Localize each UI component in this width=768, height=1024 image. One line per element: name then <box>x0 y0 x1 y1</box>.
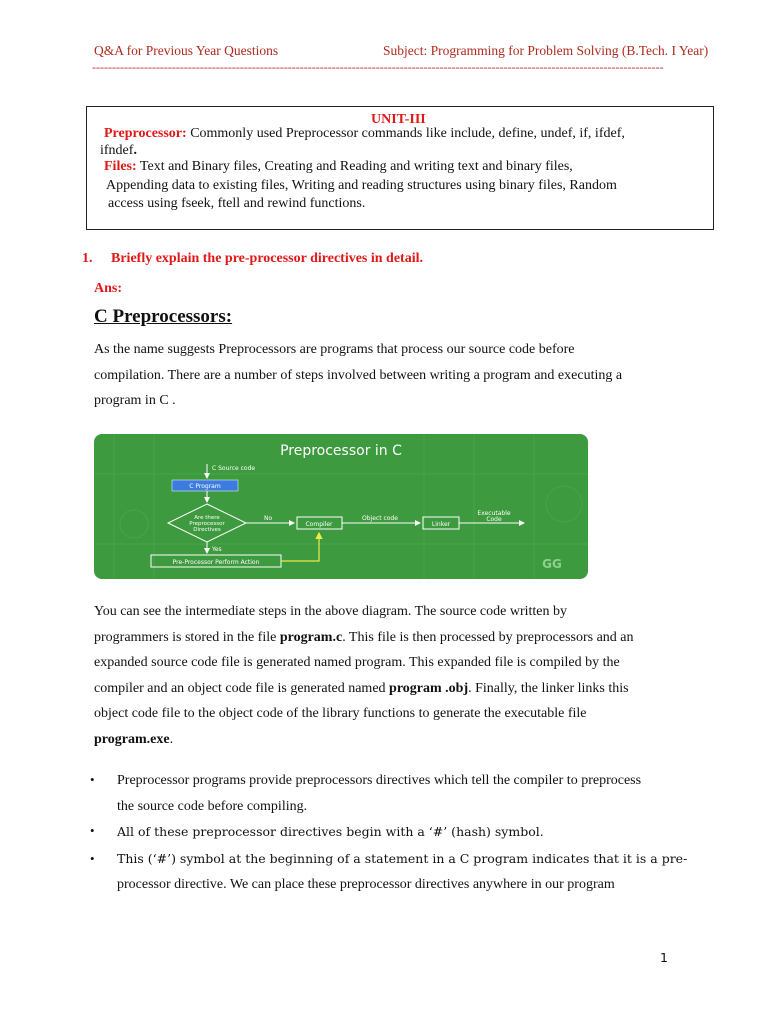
para2-line-5: object code file to the object code of the library functions to generate the executable file <box>94 706 587 721</box>
executable-line-2: Code <box>486 516 502 523</box>
page-number: 1 <box>660 950 668 965</box>
source-code-label: C Source code <box>212 465 256 472</box>
files-text: Text and Binary files, Creating and Reading and writing text and binary files, <box>136 159 573 174</box>
header-left: Q&A for Previous Year Questions <box>94 43 279 58</box>
bullet-2-line-1: All of these preprocessor directives begin with a ‘#’ (hash) symbol. <box>117 824 544 839</box>
decision-line-2: Preprocessor <box>189 521 225 527</box>
para2-line-1: You can see the intermediate steps in the above diagram. The source code written by <box>94 604 568 619</box>
bullet-marker: • <box>90 823 95 838</box>
preprocessor-topics <box>104 124 704 143</box>
yes-label: Yes <box>212 546 222 553</box>
para2-line-2: programmers is stored in the file program.c. This file is then processed by preprocessors and an <box>94 630 634 645</box>
bullet-3-line-1: This (‘#’) symbol at the beginning of a statement in a C program indicates that it is a pre- <box>117 851 688 866</box>
unit-title: UNIT-III <box>371 112 426 127</box>
intro-line-1: As the name suggests Preprocessors are programs that process our source code before <box>94 342 575 357</box>
files-topics <box>104 157 704 176</box>
question-number: 1. <box>82 251 93 266</box>
intro-line-3: program in C . <box>94 393 176 408</box>
bullet-1-line-1: Preprocessor programs provide preprocessors directives which tell the compiler to preprocess <box>117 773 642 788</box>
gfg-logo: GG <box>542 557 562 571</box>
preprocessor-text: Commonly used Preprocessor commands like include, define, undef, if, ifdef, <box>186 126 625 141</box>
decision-line-1: Are there <box>194 515 220 521</box>
action-label: Pre-Processor Perform Action <box>172 559 260 566</box>
files-line-3: access using fseek, ftell and rewind functions. <box>108 196 366 211</box>
linker-label: Linker <box>431 521 451 528</box>
compiler-label: Compiler <box>305 521 333 528</box>
para2-line-4: compiler and an object code file is generated named program .obj. Finally, the linker links this <box>94 681 629 696</box>
c-program-label: C Program <box>189 483 221 490</box>
bullet-3-line-2: processor directive. We can place these preprocessor directives anywhere in our program <box>117 877 615 892</box>
files-line-2: Appending data to existing files, Writing and reading structures using binary files, Random <box>106 178 617 193</box>
decision-line-3: Directives <box>193 527 221 533</box>
answer-label: Ans: <box>94 281 123 296</box>
executable-line-1: Executable <box>477 510 511 517</box>
intro-line-2: compilation. There are a number of steps involved between writing a program and executing a <box>94 368 623 383</box>
para2-line-3: expanded source code file is generated named program. This expanded file is compiled by the <box>94 655 620 670</box>
section-heading: C Preprocessors: <box>94 306 233 327</box>
diagram-svg <box>94 434 588 579</box>
bullet-marker: • <box>90 772 95 787</box>
bullet-1-line-2: the source code before compiling. <box>117 799 308 814</box>
preprocessor-text-cont: ifndef. <box>100 143 137 158</box>
question-text: Briefly explain the pre-processor directives in detail. <box>111 251 423 266</box>
object-code-label: Object code <box>362 515 398 522</box>
header-rule: ----------------------------------------------------------------------------------------------------------------------------------------------- <box>92 60 664 74</box>
bullet-marker: • <box>90 851 95 866</box>
no-label: No <box>264 515 273 522</box>
para2-line-6: program.exe. <box>94 732 174 747</box>
action-to-compiler-arrow <box>281 533 319 561</box>
diagram-title: Preprocessor in C <box>280 443 402 459</box>
preprocessor-diagram <box>94 434 588 579</box>
preprocessor-label: Preprocessor: <box>104 126 187 141</box>
header-right: Subject: Programming for Problem Solving (B.Tech. I Year) <box>383 43 709 58</box>
files-label: Files: <box>104 159 137 174</box>
